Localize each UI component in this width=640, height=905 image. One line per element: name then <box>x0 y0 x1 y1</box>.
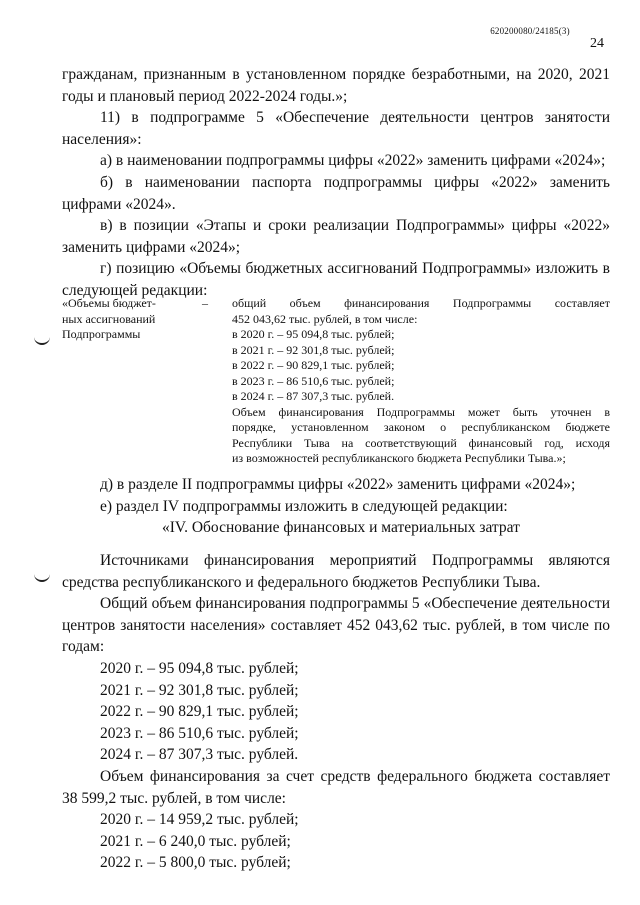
list-item: 2021 г. – 92 301,8 тыс. рублей; <box>100 681 299 699</box>
table-value-column <box>232 296 610 467</box>
margin-mark <box>34 335 50 345</box>
table-value-line: в 2020 г. – 95 094,8 тыс. рублей; <box>232 327 395 341</box>
table-label-column <box>62 296 192 343</box>
paragraph: Общий объем финансирования подпрограммы 5 «Обеспечение деятельности центров занятости населения» составляет 452 043,62 тыс. рублей, в том числе по годам: <box>62 595 610 656</box>
paragraph: д) в разделе II подпрограммы цифры «2022» заменить цифрами «2024»; <box>100 476 576 493</box>
paragraph: а) в наименовании подпрограммы цифры «2022» заменить цифрами «2024»; <box>100 152 606 170</box>
paragraph: Источниками финансирования мероприятий Подпрограммы являются средства республиканского и федерального бюджетов Республики Тыва. <box>62 552 610 591</box>
document-code: 620200080/24185(3) <box>490 26 570 36</box>
list-item: 2021 г. – 6 240,0 тыс. рублей; <box>100 832 291 850</box>
table-value-line: в 2022 г. – 90 829,1 тыс. рублей; <box>232 358 395 372</box>
paragraph: е) раздел IV подпрограммы изложить в следующей редакции: <box>100 497 508 515</box>
table-value-line: в 2023 г. – 86 510,6 тыс. рублей; <box>232 373 395 388</box>
paragraph: Объем финансирования за счет средств федерального бюджета составляет 38 599,2 тыс. рублей, в том числе: <box>62 767 610 807</box>
list-item: 2024 г. – 87 307,3 тыс. рублей. <box>100 746 299 764</box>
section-heading: «IV. Обоснование финансовых и материальных затрат <box>162 519 520 537</box>
table-value-line: Объем финансирования Подпрограммы может быть уточнен в <box>232 404 610 419</box>
list-item: 2020 г. – 95 094,8 тыс. рублей; <box>100 659 299 677</box>
list-item: 2020 г. – 14 959,2 тыс. рублей; <box>100 811 299 829</box>
document-body-bottom <box>62 550 610 874</box>
paragraph: гражданам, признанным в установленном порядке безработными, на 2020, 2021 годы и плановый период 2022-2024 годы.»; <box>62 66 610 105</box>
document-body-top <box>62 64 610 302</box>
table-label-line: ных ассигнований <box>62 311 156 326</box>
document-body-middle <box>62 474 610 539</box>
paragraph: б) в наименовании паспорта подпрограммы цифры «2022» заменить цифрами «2024». <box>62 173 610 213</box>
paragraph: в) в позиции «Этапы и сроки реализации Подпрограммы» цифры «2022» заменить цифрами «2024»; <box>62 217 610 256</box>
table-label-line: Подпрограммы <box>62 327 141 341</box>
list-item: 2023 г. – 86 510,6 тыс. рублей; <box>100 724 299 742</box>
table-value-line: порядке, установленном законом о республиканском бюджете <box>232 420 610 434</box>
paragraph: г) позицию «Объемы бюджетных ассигнований Подпрограммы» изложить в следующей редакции: <box>62 260 610 299</box>
table-value-line: в 2021 г. – 92 301,8 тыс. рублей; <box>232 342 395 357</box>
table-value-line: Республики Тыва на соответствующий финансовый год, исходя <box>232 435 610 450</box>
paragraph: 11) в подпрограмме 5 «Обеспечение деятельности центров занятости населения»: <box>62 109 610 148</box>
margin-mark <box>34 572 50 582</box>
table-value-line: из возможностей республиканского бюджета Республики Тыва.»; <box>232 451 566 465</box>
page-number: 24 <box>590 36 604 51</box>
table-label-line: «Объемы бюджет- <box>62 296 156 310</box>
table-value-line: в 2024 г. – 87 307,3 тыс. рублей. <box>232 389 395 403</box>
table-value-line: 452 043,62 тыс. рублей, в том числе: <box>232 311 418 326</box>
list-item: 2022 г. – 5 800,0 тыс. рублей; <box>100 854 291 872</box>
table-value-line: общий объем финансирования Подпрограммы составляет <box>232 296 610 310</box>
table-dash: – <box>202 296 208 310</box>
list-item: 2022 г. – 90 829,1 тыс. рублей; <box>100 703 299 721</box>
